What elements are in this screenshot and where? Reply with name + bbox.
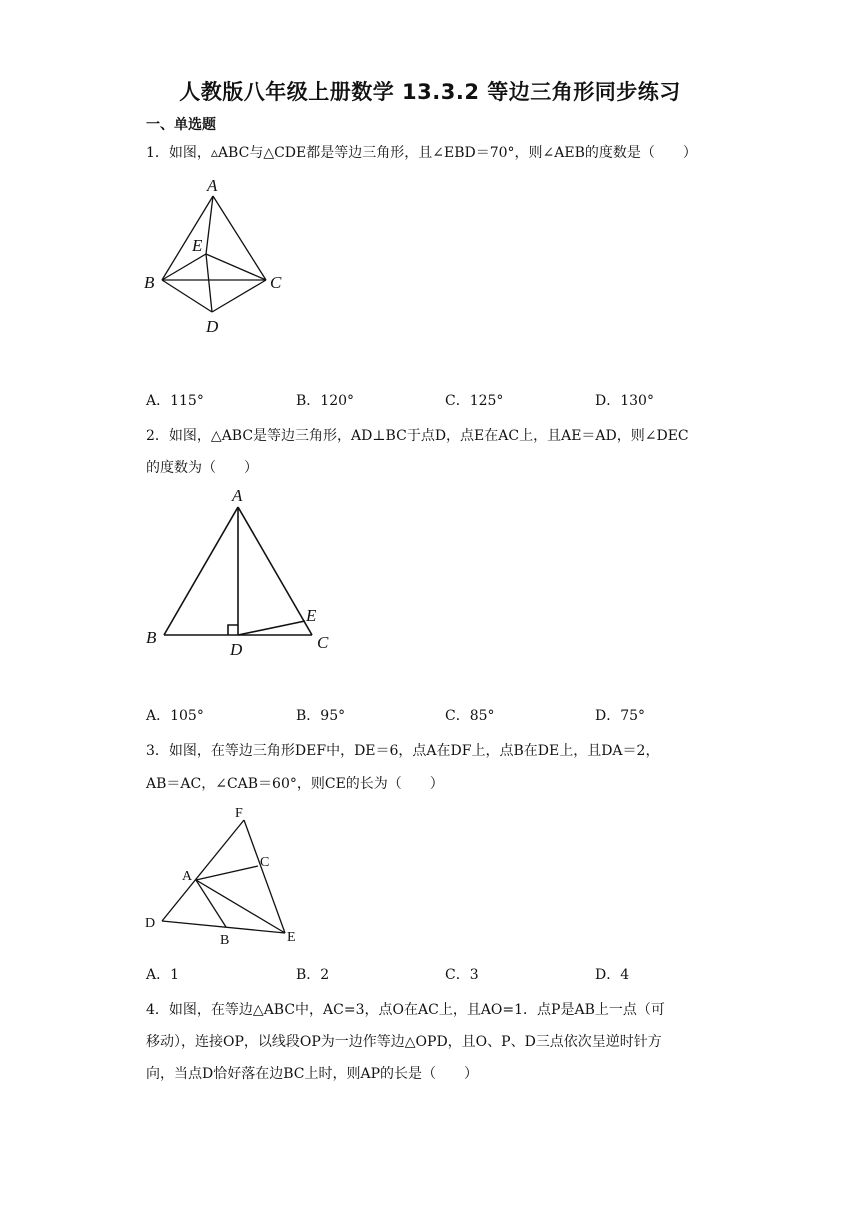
page-title: 人教版八年级上册数学 13.3.2 等边三角形同步练习 (179, 80, 681, 104)
question-4-number: 4． (146, 1002, 169, 1018)
question-3-stem-line-2: AB＝AC，∠CAB＝60°，则CE的长为（ ） (146, 776, 444, 792)
fig2-label-d: D (230, 640, 243, 659)
fig3-segment-fe (244, 820, 285, 933)
fig1-label-c: C (270, 273, 282, 292)
q3-option-a[interactable]: A．1 (146, 967, 180, 983)
question-4-stem-line-2: 移动），连接OP，以线段OP为一边作等边△OPD，且O、P、D三点依次呈逆时针方 (146, 1034, 662, 1050)
fig2-segment-ab (164, 507, 238, 635)
fig2-right-angle-mark (228, 625, 238, 635)
q3-option-b[interactable]: B．2 (296, 967, 330, 983)
fig3-label-d: D (145, 916, 156, 931)
question-4-stem-line-1: 如图，在等边△ABC中，AC=3，点O在AC上，且AO=1．点P是AB上一点（可 (168, 1002, 665, 1018)
fig2-label-c: C (317, 633, 329, 652)
fig2-label-a: A (232, 486, 243, 505)
fig1-label-e: E (192, 236, 203, 255)
q2-option-d[interactable]: D．75° (595, 708, 646, 724)
question-2-number: 2． (146, 428, 169, 444)
fig1-segment-ac (213, 196, 266, 280)
fig1-segment-cd (212, 280, 266, 312)
fig3-label-c: C (260, 855, 270, 870)
question-4-stem-line-3: 向，当点D恰好落在边BC上时，则AP的长是（ ） (146, 1066, 479, 1082)
question-1 (146, 142, 697, 162)
question-1-stem: 如图，▵ABC与△CDE都是等边三角形，且∠EBD＝70°，则∠AEB的度数是（ ） (168, 145, 697, 161)
fig1-label-d: D (206, 317, 219, 336)
fig1-segment-ec (206, 254, 266, 280)
q3-option-d[interactable]: D．4 (595, 967, 630, 983)
fig1-label-b: B (144, 273, 155, 292)
fig3-label-a: A (182, 869, 193, 884)
figure-2 (140, 485, 340, 660)
q2-option-a[interactable]: A．105° (146, 708, 204, 724)
figure-3 (140, 800, 310, 950)
fig1-segment-ab (162, 196, 213, 280)
fig3-label-e: E (287, 930, 296, 945)
fig3-label-f: F (235, 806, 243, 821)
fig1-segment-bd (162, 280, 212, 312)
q1-option-c[interactable]: C．125° (445, 393, 504, 409)
question-2-stem-line-1: 如图，△ABC是等边三角形，AD⊥BC于点D，点E在AC上，且AE＝AD，则∠DEC (168, 428, 689, 444)
q1-option-b[interactable]: B．120° (296, 393, 355, 409)
fig2-segment-de (238, 621, 305, 635)
fig3-label-b: B (220, 933, 230, 948)
q1-option-a[interactable]: A．115° (146, 393, 204, 409)
question-3-number: 3． (146, 743, 169, 759)
fig2-label-e: E (306, 606, 317, 625)
q3-option-c[interactable]: C．3 (445, 967, 479, 983)
fig1-segment-be (162, 254, 206, 280)
fig2-segment-ac (238, 507, 312, 635)
fig1-segment-ed (206, 254, 212, 312)
fig3-segment-df (162, 820, 244, 921)
question-3-line-1 (146, 740, 659, 760)
q1-option-d[interactable]: D．130° (595, 393, 654, 409)
question-3-stem-line-1: 如图，在等边三角形DEF中，DE＝6，点A在DF上，点B在DE上，且DA＝2， (168, 743, 660, 759)
fig2-label-b: B (146, 628, 157, 647)
question-4-line-1 (146, 999, 665, 1019)
question-1-number: 1． (146, 145, 169, 161)
question-2-line-1 (146, 425, 689, 445)
q2-option-b[interactable]: B．95° (296, 708, 346, 724)
figure-1 (140, 172, 300, 340)
fig1-label-a: A (207, 176, 218, 195)
section-heading: 一、单选题 (146, 117, 216, 133)
question-2-stem-line-2: 的度数为（ ） (146, 460, 258, 476)
q2-option-c[interactable]: C．85° (445, 708, 495, 724)
fig3-segment-ab (196, 880, 226, 927)
